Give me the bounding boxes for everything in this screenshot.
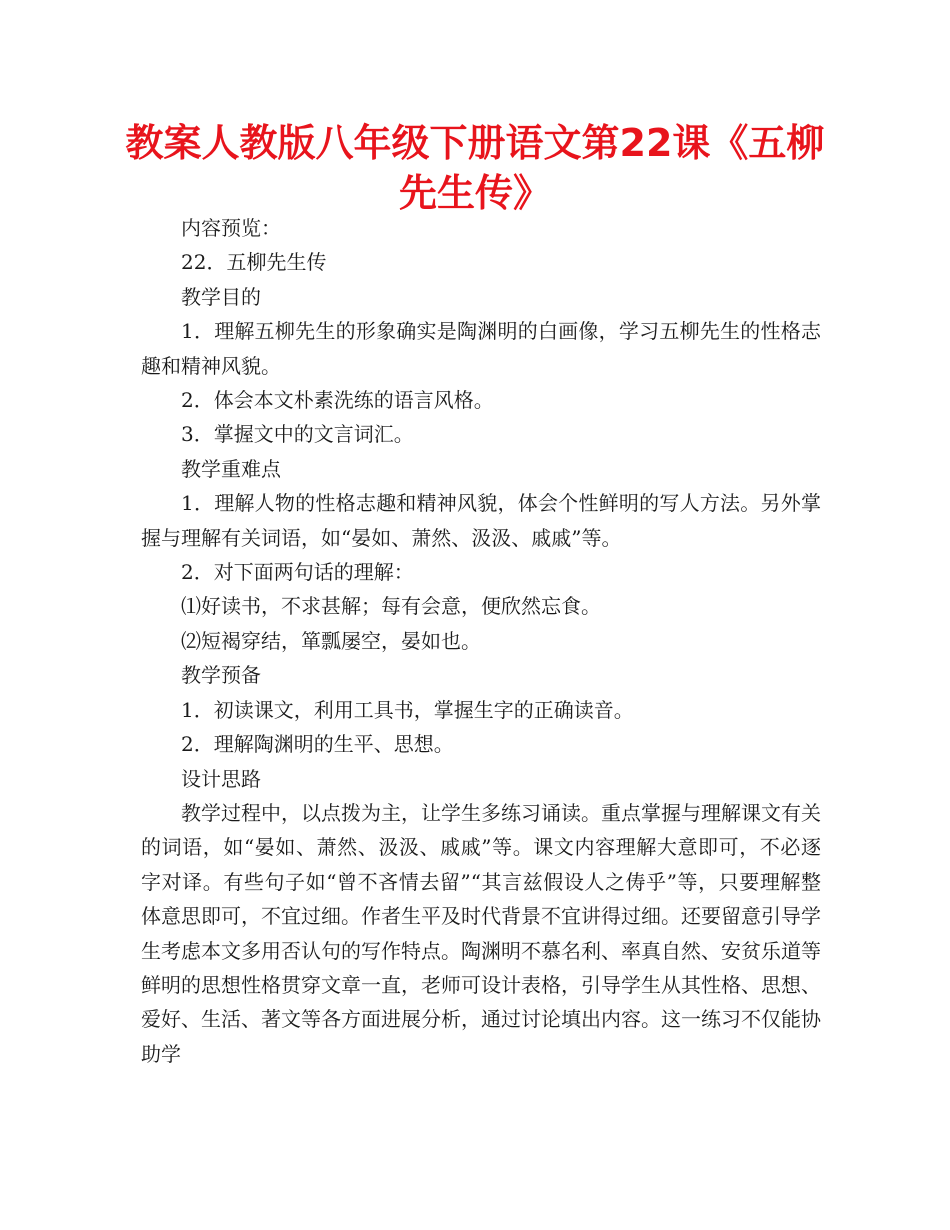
paragraph-preparation-2: 2．理解陶渊明的生平、思想。 <box>181 732 454 757</box>
section-heading-design: 设计思路 <box>181 766 261 791</box>
document-body <box>141 211 821 1071</box>
section-heading-objectives: 教学目的 <box>181 284 261 309</box>
paragraph-lesson-heading: 22．五柳先生传 <box>181 250 327 275</box>
paragraph-key-point-1: 1．理解人物的性格志趣和精神风貌，体会个性鲜明的写人方法。另外掌握与理解有关词语，如“晏如、萧然、汲汲、戚戚”等。 <box>141 491 821 550</box>
paragraph-objective-2: 2．体会本文朴素洗练的语言风格。 <box>181 388 494 413</box>
section-heading-key-points: 教学重难点 <box>181 456 281 481</box>
section-heading-preparation: 教学预备 <box>181 663 261 688</box>
paragraph-sentence-2: ⑵短褐穿结，箪瓢屡空，晏如也。 <box>181 628 481 653</box>
document-title: 教案人教版八年级下册语文第22课《五柳先生传》 <box>125 121 825 215</box>
paragraph-key-point-2: 2．对下面两句话的理解： <box>181 560 414 585</box>
paragraph-objective-3: 3．掌握文中的文言词汇。 <box>181 422 414 447</box>
paragraph-objective-1: 1．理解五柳先生的形象确实是陶渊明的白画像，学习五柳先生的性格志趣和精神风貌。 <box>141 319 821 378</box>
paragraph-sentence-1: ⑴好读书，不求甚解；每有会意，便欣然忘食。 <box>181 594 601 619</box>
paragraph-design-body: 教学过程中，以点拨为主，让学生多练习诵读。重点掌握与理解课文有关的词语，如“晏如、萧然、汲汲、戚戚”等。课文内容理解大意即可，不必逐字对译。有些句子如“曾不吝情去留”“其言兹假设人之俦乎”等，只要理解整体意思即可，不宜过细。作者生平及时代背景不宜讲得过细。还要留意引导学生考虑本文多用否认句的写作特点。陶渊明不慕名利、率真自然、安贫乐道等鲜明的思想性格贯穿文章一直，老师可设计表格，引导学生从其性格、思想、爱好、生活、著文等各方面进展分析，通过讨论填出内容。这一练习不仅能协助学 <box>141 800 821 1066</box>
paragraph-preview-label: 内容预览： <box>181 216 281 240</box>
paragraph-preparation-1: 1．初读课文，利用工具书，掌握生字的正确读音。 <box>181 697 634 722</box>
